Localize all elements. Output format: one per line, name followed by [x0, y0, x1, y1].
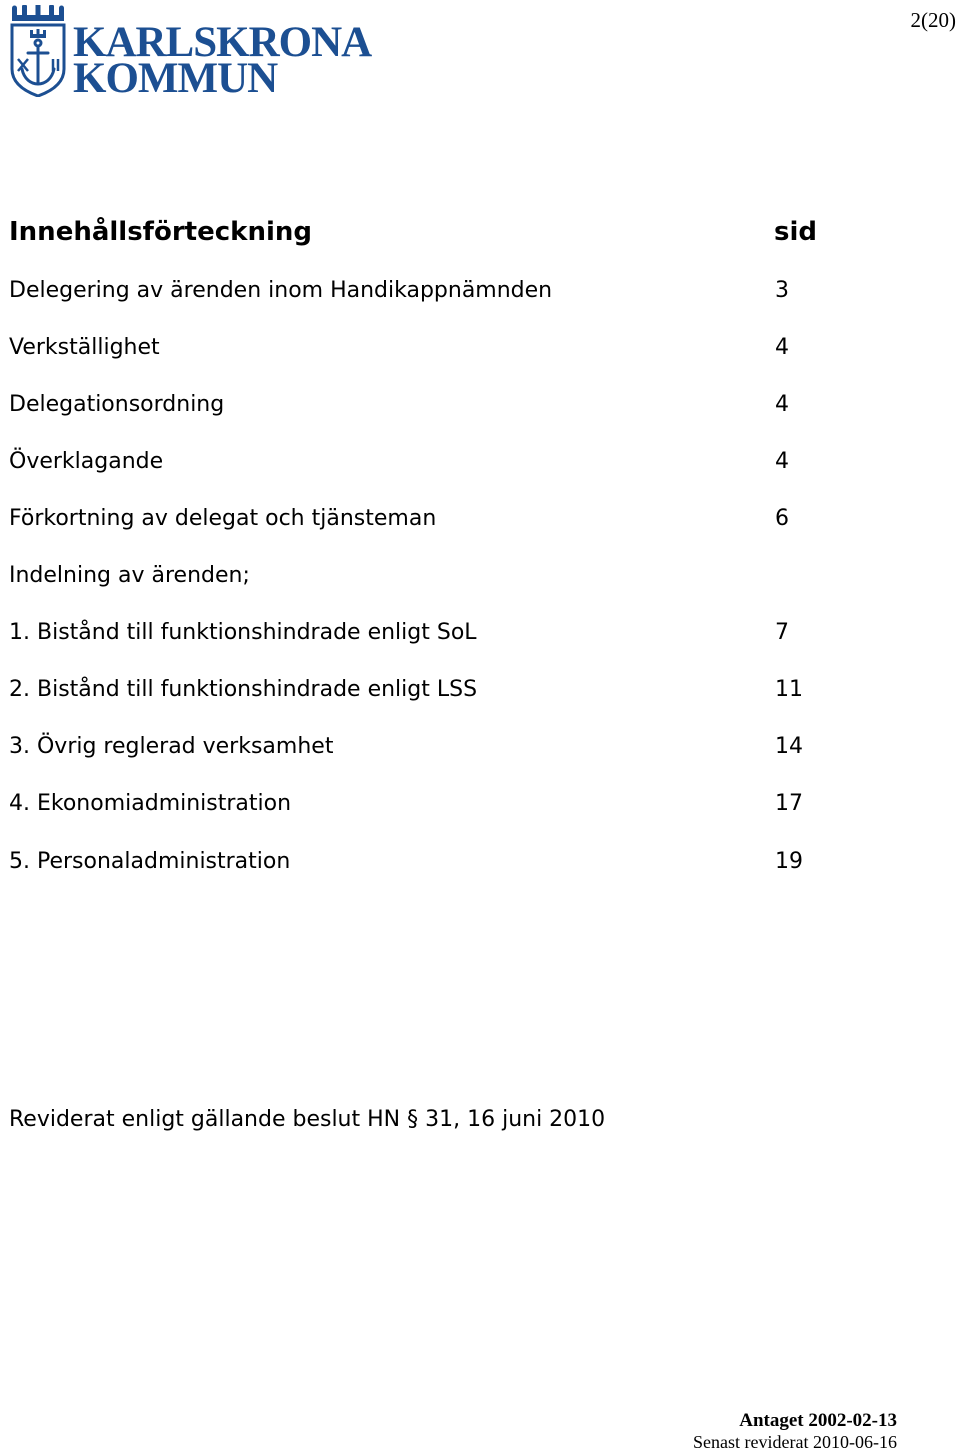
- toc-entry-page: 17: [775, 791, 803, 816]
- toc-entry-text: Delegationsordning: [9, 392, 225, 417]
- toc-entry-page: 4: [775, 392, 789, 417]
- toc-row: [0, 729, 900, 765]
- toc-row: [0, 330, 900, 366]
- toc-entry-page: 4: [775, 449, 789, 474]
- toc-entry-text: Delegering av ärenden inom Handikappnämnden: [9, 278, 553, 303]
- crown-anchor-crest-icon: [9, 5, 67, 97]
- revision-note: Reviderat enligt gällande beslut HN § 31, 16 juni 2010: [9, 1107, 606, 1132]
- toc-row: [0, 501, 900, 537]
- toc-row: [0, 273, 900, 309]
- toc-entry-page: 3: [775, 278, 789, 303]
- logo-text-karlskrona: KARLSKRONA: [73, 19, 372, 66]
- toc-row: [0, 786, 900, 822]
- page-number: 2(20): [910, 8, 956, 32]
- footer-adopted-date: Antaget 2002-02-13: [739, 1410, 897, 1431]
- logo-text-kommun: KOMMUN: [73, 55, 278, 102]
- toc-row: [0, 558, 900, 594]
- footer-last-revised-date: Senast reviderat 2010-06-16: [693, 1432, 897, 1452]
- toc-entry-text: 3. Övrig reglerad verksamhet: [9, 734, 334, 759]
- toc-title: Innehållsförteckning: [9, 217, 312, 247]
- toc-entry-page: 7: [775, 620, 789, 645]
- toc-entry-page: 11: [775, 677, 803, 702]
- toc-entry-page: 14: [775, 734, 803, 759]
- toc-entry-text: Förkortning av delegat och tjänsteman: [9, 506, 437, 531]
- toc-entry-page: 19: [775, 849, 803, 874]
- toc-entry-text: 5. Personaladministration: [9, 849, 291, 874]
- toc-entry-text: 2. Bistånd till funktionshindrade enligt LSS: [9, 677, 478, 702]
- toc-entry-text: Verkställighet: [9, 335, 160, 360]
- toc-row: [0, 844, 900, 880]
- toc-row: [0, 672, 900, 708]
- toc-entry-text: 4. Ekonomiadministration: [9, 791, 292, 816]
- toc-entry-text: Indelning av ärenden;: [9, 563, 250, 588]
- toc-entry-text: 1. Bistånd till funktionshindrade enligt SoL: [9, 620, 477, 645]
- toc-entry-text: Överklagande: [9, 449, 164, 474]
- toc-row: [0, 444, 900, 480]
- toc-page-column-header: sid: [774, 217, 817, 247]
- toc-entry-page: 6: [775, 506, 789, 531]
- toc-row: [0, 387, 900, 423]
- toc-entry-page: 4: [775, 335, 789, 360]
- toc-row: [0, 615, 900, 651]
- municipality-logo: [9, 5, 389, 102]
